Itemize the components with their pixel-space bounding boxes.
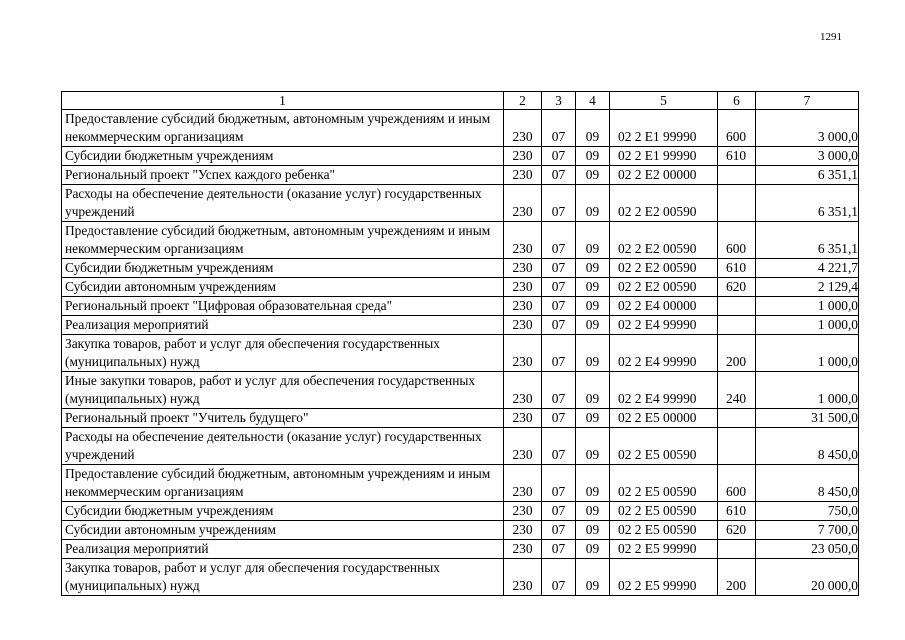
table-row <box>62 372 859 409</box>
subsection-cell: 09 <box>576 222 610 259</box>
expense-type-cell <box>718 297 756 316</box>
header-col-3: 3 <box>542 92 576 110</box>
section-cell: 07 <box>542 465 576 502</box>
header-col-2: 2 <box>504 92 542 110</box>
grbs-cell: 230 <box>504 559 542 596</box>
table-row <box>62 409 859 428</box>
expense-type-cell: 240 <box>718 372 756 409</box>
header-col-1: 1 <box>62 92 504 110</box>
header-col-7: 7 <box>756 92 859 110</box>
expense-type-cell: 600 <box>718 465 756 502</box>
amount-cell: 3 000,0 <box>756 147 859 166</box>
expense-name-cell: Закупка товаров, работ и услуг для обеспечения государственных (муниципальных) нужд <box>62 335 504 372</box>
table-row <box>62 428 859 465</box>
target-article-cell: 02 2 E5 00000 <box>610 409 718 428</box>
subsection-cell: 09 <box>576 372 610 409</box>
grbs-cell: 230 <box>504 428 542 465</box>
subsection-cell: 09 <box>576 428 610 465</box>
expense-name-cell: Региональный проект "Успех каждого ребенка" <box>62 166 504 185</box>
expense-name-cell: Субсидии автономным учреждениям <box>62 521 504 540</box>
amount-cell: 750,0 <box>756 502 859 521</box>
section-cell: 07 <box>542 166 576 185</box>
grbs-cell: 230 <box>504 110 542 147</box>
grbs-cell: 230 <box>504 185 542 222</box>
expense-name-cell: Расходы на обеспечение деятельности (оказание услуг) государственных учреждений <box>62 185 504 222</box>
expense-name-cell: Предоставление субсидий бюджетным, автономным учреждениям и иным некоммерческим организациям <box>62 465 504 502</box>
subsection-cell: 09 <box>576 521 610 540</box>
grbs-cell: 230 <box>504 278 542 297</box>
amount-cell: 6 351,1 <box>756 222 859 259</box>
table-row <box>62 259 859 278</box>
subsection-cell: 09 <box>576 335 610 372</box>
target-article-cell: 02 2 E2 00590 <box>610 278 718 297</box>
section-cell: 07 <box>542 559 576 596</box>
subsection-cell: 09 <box>576 559 610 596</box>
target-article-cell: 02 2 E2 00590 <box>610 222 718 259</box>
target-article-cell: 02 2 E4 99990 <box>610 335 718 372</box>
amount-cell: 1 000,0 <box>756 372 859 409</box>
grbs-cell: 230 <box>504 372 542 409</box>
amount-cell: 3 000,0 <box>756 110 859 147</box>
target-article-cell: 02 2 E4 99990 <box>610 316 718 335</box>
expense-type-cell <box>718 428 756 465</box>
expense-name-cell: Реализация мероприятий <box>62 316 504 335</box>
expense-name-cell: Субсидии бюджетным учреждениям <box>62 147 504 166</box>
grbs-cell: 230 <box>504 502 542 521</box>
section-cell: 07 <box>542 521 576 540</box>
subsection-cell: 09 <box>576 259 610 278</box>
amount-cell: 7 700,0 <box>756 521 859 540</box>
page-number: 1291 <box>820 31 842 43</box>
section-cell: 07 <box>542 409 576 428</box>
table-row <box>62 222 859 259</box>
expense-name-cell: Субсидии автономным учреждениям <box>62 278 504 297</box>
grbs-cell: 230 <box>504 222 542 259</box>
header-col-5: 5 <box>610 92 718 110</box>
grbs-cell: 230 <box>504 409 542 428</box>
table-body <box>62 110 859 596</box>
section-cell: 07 <box>542 316 576 335</box>
section-cell: 07 <box>542 335 576 372</box>
table-row <box>62 185 859 222</box>
expense-name-cell: Иные закупки товаров, работ и услуг для обеспечения государственных (муниципальных) нужд <box>62 372 504 409</box>
subsection-cell: 09 <box>576 166 610 185</box>
grbs-cell: 230 <box>504 147 542 166</box>
expense-name-cell: Региональный проект "Цифровая образовательная среда" <box>62 297 504 316</box>
section-cell: 07 <box>542 278 576 297</box>
section-cell: 07 <box>542 222 576 259</box>
table-row <box>62 147 859 166</box>
section-cell: 07 <box>542 185 576 222</box>
amount-cell: 6 351,1 <box>756 166 859 185</box>
target-article-cell: 02 2 E1 99990 <box>610 110 718 147</box>
expense-type-cell: 200 <box>718 335 756 372</box>
subsection-cell: 09 <box>576 297 610 316</box>
expense-type-cell: 620 <box>718 521 756 540</box>
expense-name-cell: Субсидии бюджетным учреждениям <box>62 502 504 521</box>
expense-type-cell: 200 <box>718 559 756 596</box>
table-row <box>62 540 859 559</box>
subsection-cell: 09 <box>576 316 610 335</box>
target-article-cell: 02 2 E5 00590 <box>610 502 718 521</box>
expense-name-cell: Региональный проект "Учитель будущего" <box>62 409 504 428</box>
amount-cell: 6 351,1 <box>756 185 859 222</box>
table-row <box>62 521 859 540</box>
subsection-cell: 09 <box>576 502 610 521</box>
header-col-6: 6 <box>718 92 756 110</box>
expense-name-cell: Субсидии бюджетным учреждениям <box>62 259 504 278</box>
amount-cell: 8 450,0 <box>756 465 859 502</box>
target-article-cell: 02 2 E5 00590 <box>610 465 718 502</box>
target-article-cell: 02 2 E5 99990 <box>610 559 718 596</box>
subsection-cell: 09 <box>576 147 610 166</box>
table-row <box>62 166 859 185</box>
expense-type-cell: 600 <box>718 110 756 147</box>
subsection-cell: 09 <box>576 409 610 428</box>
grbs-cell: 230 <box>504 166 542 185</box>
grbs-cell: 230 <box>504 335 542 372</box>
budget-table <box>61 91 859 596</box>
expense-type-cell: 610 <box>718 259 756 278</box>
expense-type-cell <box>718 540 756 559</box>
amount-cell: 1 000,0 <box>756 335 859 372</box>
header-col-4: 4 <box>576 92 610 110</box>
target-article-cell: 02 2 E4 00000 <box>610 297 718 316</box>
section-cell: 07 <box>542 372 576 409</box>
amount-cell: 1 000,0 <box>756 316 859 335</box>
target-article-cell: 02 2 E5 00590 <box>610 428 718 465</box>
subsection-cell: 09 <box>576 278 610 297</box>
table-row <box>62 335 859 372</box>
expense-type-cell <box>718 316 756 335</box>
expense-type-cell <box>718 166 756 185</box>
table-row <box>62 316 859 335</box>
grbs-cell: 230 <box>504 316 542 335</box>
amount-cell: 4 221,7 <box>756 259 859 278</box>
expense-name-cell: Расходы на обеспечение деятельности (оказание услуг) государственных учреждений <box>62 428 504 465</box>
target-article-cell: 02 2 E1 99990 <box>610 147 718 166</box>
section-cell: 07 <box>542 502 576 521</box>
expense-name-cell: Реализация мероприятий <box>62 540 504 559</box>
amount-cell: 2 129,4 <box>756 278 859 297</box>
table-row <box>62 110 859 147</box>
amount-cell: 31 500,0 <box>756 409 859 428</box>
expense-type-cell: 610 <box>718 147 756 166</box>
expense-type-cell: 620 <box>718 278 756 297</box>
expense-name-cell: Предоставление субсидий бюджетным, автономным учреждениям и иным некоммерческим организациям <box>62 110 504 147</box>
amount-cell: 8 450,0 <box>756 428 859 465</box>
grbs-cell: 230 <box>504 297 542 316</box>
grbs-cell: 230 <box>504 259 542 278</box>
table-row <box>62 278 859 297</box>
subsection-cell: 09 <box>576 465 610 502</box>
table-row <box>62 502 859 521</box>
section-cell: 07 <box>542 110 576 147</box>
amount-cell: 23 050,0 <box>756 540 859 559</box>
section-cell: 07 <box>542 259 576 278</box>
section-cell: 07 <box>542 297 576 316</box>
expense-name-cell: Закупка товаров, работ и услуг для обеспечения государственных (муниципальных) нужд <box>62 559 504 596</box>
header-row <box>62 92 859 110</box>
subsection-cell: 09 <box>576 185 610 222</box>
grbs-cell: 230 <box>504 465 542 502</box>
table-row <box>62 465 859 502</box>
section-cell: 07 <box>542 428 576 465</box>
table-row <box>62 559 859 596</box>
expense-name-cell: Предоставление субсидий бюджетным, автономным учреждениям и иным некоммерческим организациям <box>62 222 504 259</box>
grbs-cell: 230 <box>504 540 542 559</box>
target-article-cell: 02 2 E2 00000 <box>610 166 718 185</box>
expense-type-cell: 600 <box>718 222 756 259</box>
subsection-cell: 09 <box>576 540 610 559</box>
expense-type-cell <box>718 409 756 428</box>
target-article-cell: 02 2 E5 99990 <box>610 540 718 559</box>
target-article-cell: 02 2 E2 00590 <box>610 185 718 222</box>
grbs-cell: 230 <box>504 521 542 540</box>
target-article-cell: 02 2 E2 00590 <box>610 259 718 278</box>
subsection-cell: 09 <box>576 110 610 147</box>
amount-cell: 1 000,0 <box>756 297 859 316</box>
expense-type-cell <box>718 185 756 222</box>
section-cell: 07 <box>542 147 576 166</box>
section-cell: 07 <box>542 540 576 559</box>
target-article-cell: 02 2 E4 99990 <box>610 372 718 409</box>
expense-type-cell: 610 <box>718 502 756 521</box>
target-article-cell: 02 2 E5 00590 <box>610 521 718 540</box>
amount-cell: 20 000,0 <box>756 559 859 596</box>
table-row <box>62 297 859 316</box>
